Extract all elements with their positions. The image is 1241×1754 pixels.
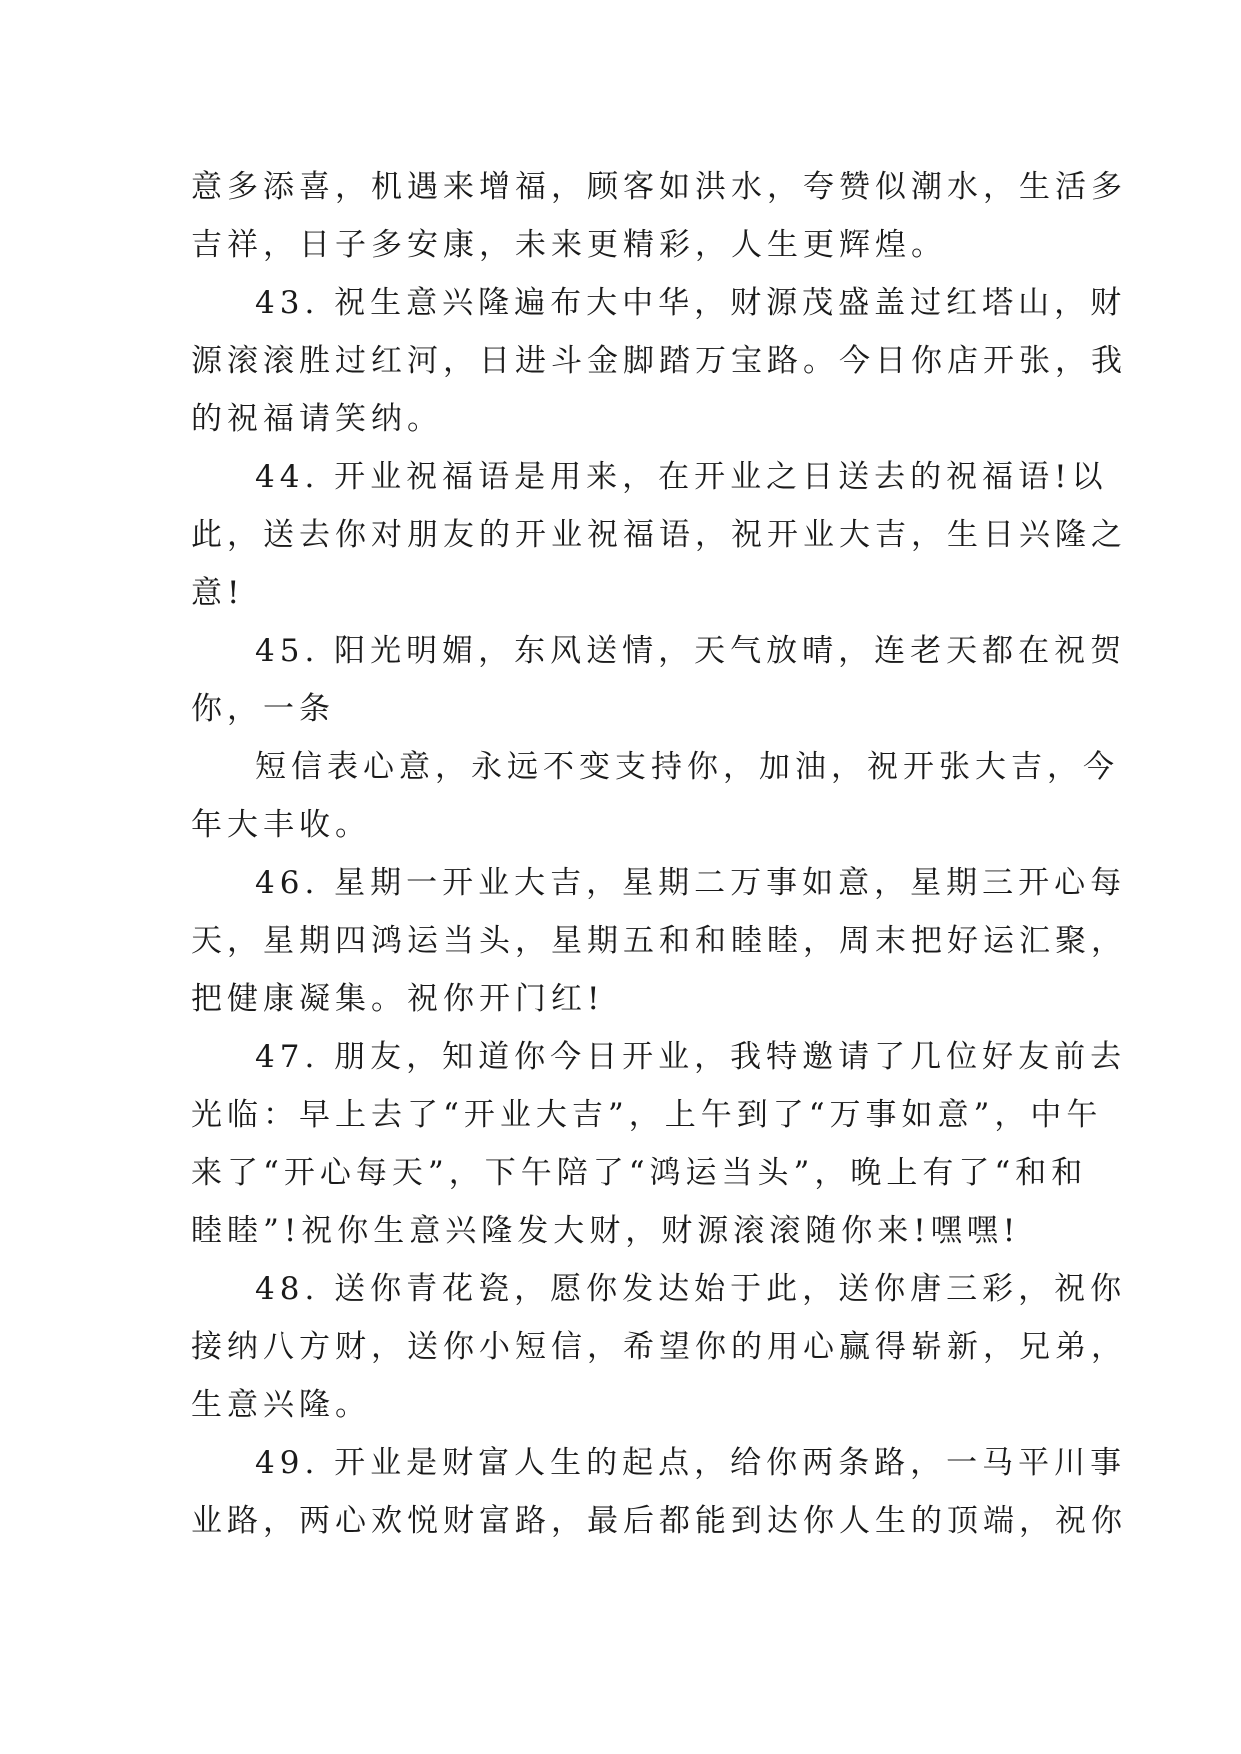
- text-line: 接纳八方财，送你小短信，希望你的用心赢得崭新，兄弟，: [191, 1329, 1127, 1365]
- text-line: 意!: [191, 575, 245, 611]
- text-line: 业路，两心欢悦财富路，最后都能到达你人生的顶端，祝你: [191, 1503, 1127, 1539]
- text-line: 生意兴隆。: [191, 1387, 371, 1423]
- text-line: 源滚滚胜过红河，日进斗金脚踏万宝路。今日你店开张，我: [191, 343, 1127, 379]
- text-line: 天，星期四鸿运当头，星期五和和睦睦，周末把好运汇聚，: [191, 923, 1127, 959]
- text-line: 你，一条: [191, 691, 335, 727]
- text-line: 睦睦”!祝你生意兴隆发大财，财源滚滚随你来!嘿嘿!: [191, 1213, 1021, 1249]
- text-line: 年大丰收。: [191, 807, 371, 843]
- text-line: 46. 星期一开业大吉，星期二万事如意，星期三开心每: [255, 865, 1127, 901]
- text-line: 43. 祝生意兴隆遍布大中华，财源茂盛盖过红塔山，财: [255, 285, 1127, 321]
- text-line: 的祝福请笑纳。: [191, 401, 443, 437]
- text-line: 48. 送你青花瓷，愿你发达始于此，送你唐三彩，祝你: [255, 1271, 1127, 1307]
- text-line: 44. 开业祝福语是用来，在开业之日送去的祝福语!以: [255, 459, 1108, 495]
- text-line: 45. 阳光明媚，东风送情，天气放晴，连老天都在祝贺: [255, 633, 1127, 669]
- text-line: 光临：早上去了“开业大吉”，上午到了“万事如意”，中午: [191, 1097, 1103, 1133]
- text-line: 意多添喜，机遇来增福，顾客如洪水，夸赞似潮水，生活多: [191, 169, 1127, 205]
- text-line: 来了“开心每天”，下午陪了“鸿运当头”，晚上有了“和和: [191, 1155, 1088, 1191]
- text-line: 47. 朋友，知道你今日开业，我特邀请了几位好友前去: [255, 1039, 1127, 1075]
- text-line: 此，送去你对朋友的开业祝福语，祝开业大吉，生日兴隆之: [191, 517, 1127, 553]
- text-line: 短信表心意，永远不变支持你，加油，祝开张大吉，今: [255, 749, 1119, 785]
- text-line: 49. 开业是财富人生的起点，给你两条路，一马平川事: [255, 1445, 1127, 1481]
- document-body-text: [191, 158, 1127, 1550]
- text-line: 吉祥，日子多安康，未来更精彩，人生更辉煌。: [191, 227, 947, 263]
- text-line: 把健康凝集。祝你开门红!: [191, 981, 605, 1017]
